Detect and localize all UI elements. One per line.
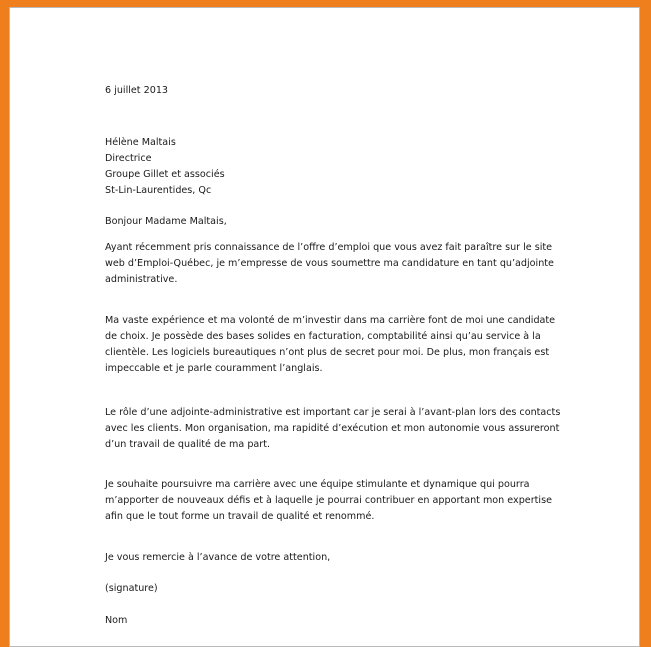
paragraph-line: Le rôle d’une adjointe-administrative est important car je serai à l’avant-plan lors des contacts <box>105 407 561 418</box>
recipient-name: Hélène Maltais <box>105 137 176 148</box>
paragraph-line: Ma vaste expérience et ma volonté de m’investir dans ma carrière font de moi une candidate <box>105 315 556 326</box>
paragraph-3 <box>105 405 560 453</box>
paragraph-line: avec les clients. Mon organisation, ma rapidité d’exécution et mon autonomie vous assureront <box>105 423 560 434</box>
document-page <box>9 7 640 647</box>
paragraph-line: web d’Emploi-Québec, je m’empresse de vous soumettre ma candidature en tant qu’adjointe <box>105 258 554 269</box>
recipient-title: Directrice <box>105 153 152 164</box>
paragraph-line: d’un travail de qualité de ma part. <box>105 439 271 450</box>
name-line: Nom <box>105 615 128 626</box>
sender-name <box>105 613 127 629</box>
closing-line: Je vous remercie à l’avance de votre attention, <box>105 552 331 563</box>
signature <box>105 581 158 597</box>
date-line: 6 juillet 2013 <box>105 85 169 96</box>
paragraph-line: de choix. Je possède des bases solides en facturation, comptabilité ainsi qu’au service à la <box>105 331 541 342</box>
paragraph-4 <box>105 477 552 525</box>
paragraph-line: m’apporter de nouveaux défis et à laquelle je pourrai contribuer en apportant mon expertise <box>105 495 552 506</box>
recipient-address <box>105 135 225 199</box>
paragraph-line: clientèle. Les logiciels bureautiques n’ont plus de secret pour moi. De plus, mon français est <box>105 347 550 358</box>
paragraph-line: Ayant récemment pris connaissance de l’offre d’emploi que vous avez fait paraître sur le site <box>105 242 553 253</box>
paragraph-line: impeccable et je parle couramment l’anglais. <box>105 363 323 374</box>
recipient-company: Groupe Gillet et associés <box>105 169 225 180</box>
letter-date <box>105 83 168 99</box>
closing <box>105 550 330 566</box>
paragraph-line: afin que le tout forme un travail de qualité et renommé. <box>105 511 375 522</box>
paragraph-2 <box>105 313 555 377</box>
signature-line: (signature) <box>105 583 158 594</box>
salutation <box>105 214 227 230</box>
paragraph-line: Je souhaite poursuivre ma carrière avec une équipe stimulante et dynamique qui pourra <box>105 479 530 490</box>
recipient-city: St-Lin-Laurentides, Qc <box>105 185 212 196</box>
paragraph-1 <box>105 240 554 288</box>
salutation-line: Bonjour Madame Maltais, <box>105 216 227 227</box>
paragraph-line: administrative. <box>105 274 178 285</box>
